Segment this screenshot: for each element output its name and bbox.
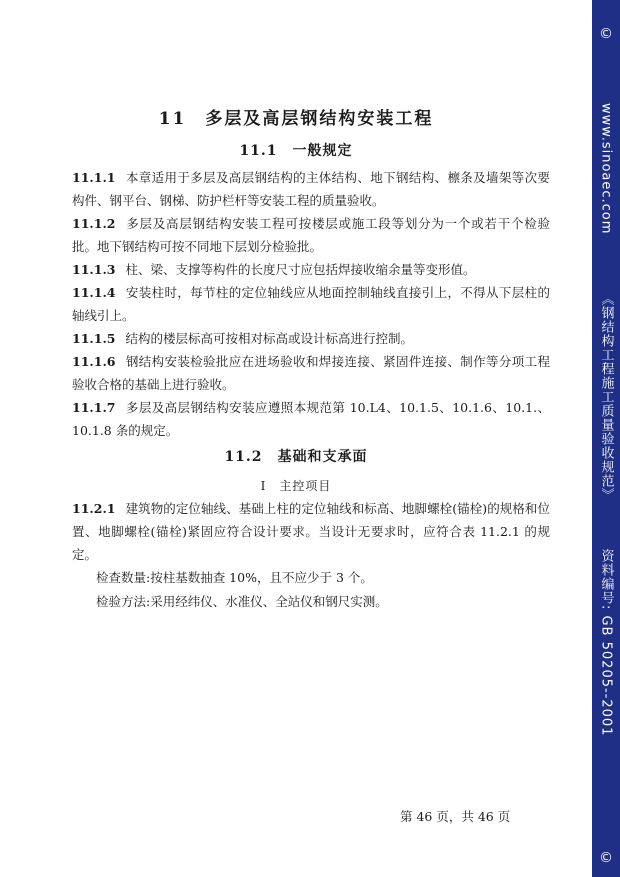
document-title: 《钢结构工程施工质量验收规范》 bbox=[598, 292, 614, 502]
clause-number: 11.1.4 bbox=[72, 285, 116, 300]
subsection-title: I 主控项目 bbox=[260, 479, 332, 493]
chapter-title: 11 多层及高层钢结构安装工程 bbox=[158, 109, 434, 129]
clause-number: 11.2.1 bbox=[72, 501, 116, 516]
clause-text: 柱、梁、支撑等构件的长度尺寸应包括焊接收缩余量等变形值。 bbox=[125, 262, 476, 277]
clause-number: 11.1.7 bbox=[72, 400, 116, 415]
copyright-icon: © bbox=[599, 850, 613, 866]
site-url[interactable]: www.sinoaec.com bbox=[598, 103, 614, 235]
clause-text: 多层及高层钢结构安装应遵照本规范第 10.L4、10.1.5、10.1.6、10.1.、10.1.8 条的规定。 bbox=[72, 400, 550, 438]
clause-text: 本章适用于多层及高层钢结构的主体结构、地下钢结构、檩条及墙架等次要构件、钢平台、钢梯、防护栏杆等安装工程的质量验收。 bbox=[72, 170, 550, 208]
clause-11-1-4 bbox=[72, 281, 550, 327]
document-code: 资料编号: GB 50205--2001 bbox=[598, 549, 614, 737]
clause-text: 钢结构安装检验批应在进场验收和焊接连接、紧固件连接、制作等分项工程验收合格的基础上进行验收。 bbox=[72, 354, 550, 392]
section-title-general: 11.1 一般规定 bbox=[239, 143, 353, 159]
section-title-foundation: 11.2 基础和支承面 bbox=[224, 449, 368, 465]
clause-11-2-1 bbox=[72, 497, 550, 566]
clause-11-1-5 bbox=[72, 327, 550, 350]
side-banner bbox=[592, 0, 620, 877]
page-number: 第 46 页，共 46 页 bbox=[400, 809, 511, 824]
clause-text: 安装柱时，每节柱的定位轴线应从地面控制轴线直接引上，不得从下层柱的轴线引上。 bbox=[72, 285, 550, 323]
clause-11-1-6 bbox=[72, 350, 550, 396]
clause-number: 11.1.3 bbox=[72, 262, 116, 277]
clause-number: 11.1.5 bbox=[72, 331, 116, 346]
clause-11-1-3 bbox=[72, 258, 550, 281]
clause-11-1-7 bbox=[72, 396, 550, 442]
clause-text: 多层及高层钢结构安装工程可按楼层或施工段等划分为一个或若干个检验批。地下钢结构可按不同地下层划分检验批。 bbox=[72, 216, 550, 254]
clause-number: 11.1.1 bbox=[72, 170, 116, 185]
clause-text: 建筑物的定位轴线、基础上柱的定位轴线和标高、地脚螺栓(锚栓)的规格和位置、地脚螺栓(锚栓)紧固应符合设计要求。当设计无要求时，应符合表 11.2.1 的规定。 bbox=[72, 501, 550, 562]
inspection-method: 检验方法:采用经纬仪、水准仪、全站仪和钢尺实测。 bbox=[96, 594, 388, 609]
clause-11-1-1 bbox=[72, 166, 550, 212]
clause-11-1-2 bbox=[72, 212, 550, 258]
copyright-icon: © bbox=[599, 26, 613, 42]
clause-number: 11.1.6 bbox=[72, 354, 116, 369]
clause-text: 结构的楼层标高可按相对标高或设计标高进行控制。 bbox=[125, 331, 414, 346]
inspection-quantity: 检查数量:按柱基数抽查 10%，且不应少于 3 个。 bbox=[96, 570, 373, 585]
clause-number: 11.1.2 bbox=[72, 216, 116, 231]
